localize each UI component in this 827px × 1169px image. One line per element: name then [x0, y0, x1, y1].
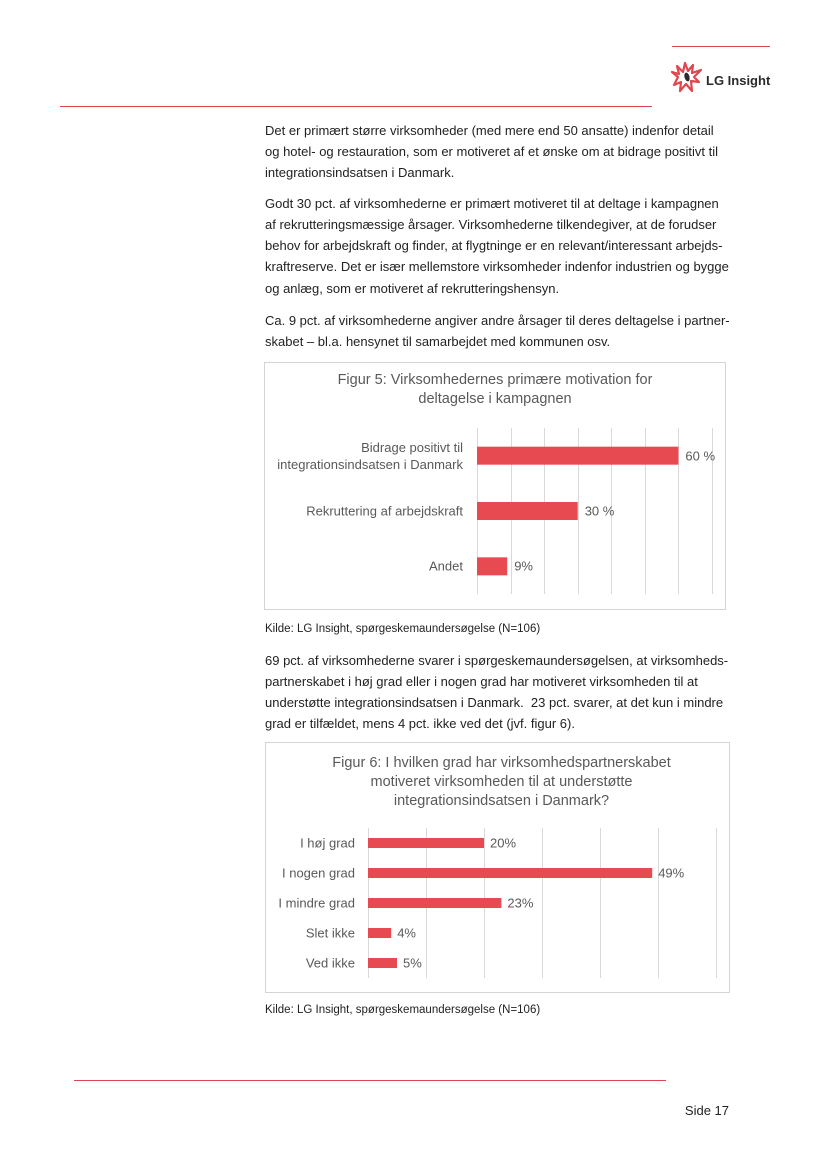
page-number: Side 17 — [684, 1103, 729, 1118]
text-line: Ca. 9 pct. af virksomhederne angiver andre årsager til deres deltagelse i partner- — [265, 312, 730, 328]
chart-labels — [265, 363, 725, 609]
figure-6-source: Kilde: LG Insight, spørgeskemaundersøgelse (N=106) — [265, 1004, 541, 1016]
category-label: I høj grad — [300, 835, 355, 851]
text-line: Det er primært større virksomheder (med mere end 50 ansatte) indenfor detail — [265, 123, 714, 138]
chart-labels — [266, 743, 729, 992]
category-label: I mindre grad — [278, 895, 355, 911]
text-line: integrationsindsatsen i Danmark. — [265, 165, 455, 180]
text-line: og hotel- og restauration, som er motiveret af et ønske om at bidrage positivt til — [265, 144, 719, 159]
logo-icon — [670, 61, 704, 93]
figure-5-chart — [264, 362, 726, 610]
text-line: Godt 30 pct. af virksomhederne er primært motiveret til at deltage i kampagnen — [265, 195, 719, 211]
data-label: 60 % — [685, 448, 716, 464]
header-rule — [60, 106, 652, 107]
paragraph-1 — [265, 120, 718, 183]
figure-6-chart — [265, 742, 730, 993]
text-line: partnerskabet i høj grad eller i nogen grad har motiveret virksomheden til at — [265, 673, 698, 689]
text-line: skabet – bl.a. hensynet til samarbejdet med kommunen osv. — [265, 333, 611, 349]
paragraph-3 — [265, 310, 730, 352]
data-label: 23% — [507, 895, 534, 911]
data-label: 5% — [403, 955, 422, 971]
chart-title: Figur 6: I hvilken grad har virksomhedspartnerskabet motiveret virksomheden til at understøtte integrationsindsatsen i Danmark? — [332, 754, 671, 809]
logo-text: LG Insight — [706, 73, 771, 88]
figure-5-source: Kilde: LG Insight, spørgeskemaundersøgelse (N=106) — [265, 623, 541, 635]
text-line: behov for arbejdskraft og finder, at flygtninge er en relevant/interessant arbejds- — [265, 238, 723, 253]
text-line: af rekrutteringsmæssige årsager. Virksomhederne tilkendegiver, at de forudser — [265, 216, 717, 232]
category-label: Rekruttering af arbejdskraft — [306, 503, 463, 519]
text-line: 69 pct. af virksomhederne svarer i spørgeskemaundersøgelsen, at virksomheds- — [265, 652, 729, 668]
category-label: Slet ikke — [305, 925, 355, 941]
header-accent-rule — [672, 46, 770, 47]
footer-rule — [74, 1080, 666, 1081]
text-line: kraftreserve. Det er især mellemstore virksomheder indenfor industrien og bygge — [265, 259, 729, 275]
text-line: grad er tilfældet, mens 4 pct. ikke ved det (jvf. figur 6). — [265, 715, 575, 731]
category-label: Ved ikke — [305, 955, 355, 971]
data-label: 49% — [658, 865, 685, 881]
category-label: I nogen grad — [281, 865, 355, 881]
data-label: 20% — [490, 835, 517, 851]
data-label: 30 % — [584, 503, 615, 519]
data-label: 9% — [514, 558, 533, 574]
paragraph-2 — [265, 193, 729, 299]
text-line: understøtte integrationsindsatsen i Danmark. 23 pct. svarer, at det kun i mindre — [265, 694, 724, 710]
text-line: og anlæg, som er motiveret af rekrutteringshensyn. — [265, 280, 560, 296]
data-label: 4% — [397, 925, 416, 941]
chart-title: Figur 5: Virksomhedernes primære motivation for deltagelse i kampagnen — [337, 372, 653, 407]
category-label: Andet — [429, 558, 463, 574]
paragraph-4 — [265, 650, 728, 734]
category-label: Bidrage positivt til integrationsindsatsen i Danmark — [277, 439, 463, 472]
